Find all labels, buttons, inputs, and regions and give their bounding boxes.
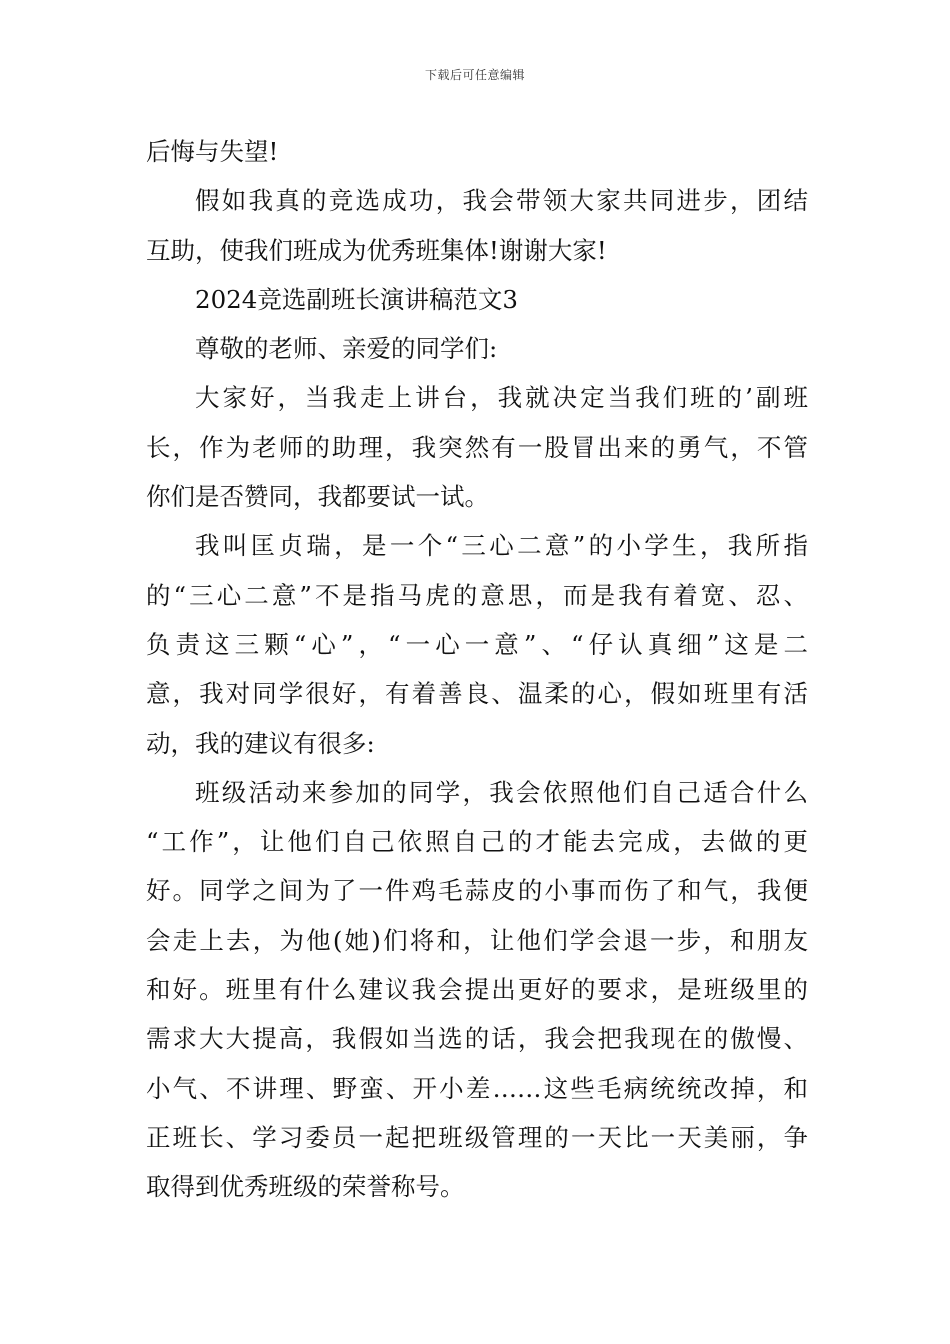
text-line: “工作”，让他们自己依照自己的才能去完成，去做的更 xyxy=(146,827,808,857)
text-line: 正班长、学习委员一起把班级管理的一天比一天美丽，争 xyxy=(146,1122,808,1152)
text-line: 假如我真的竞选成功，我会带领大家共同进步，团结 xyxy=(195,186,808,216)
text-line: 长，作为老师的助理，我突然有一股冒出来的勇气，不管 xyxy=(146,432,808,462)
section-title: 2024竞选副班长演讲稿范文3 xyxy=(195,284,518,314)
text-line: 和好。班里有什么建议我会提出更好的要求，是班级里的 xyxy=(146,975,808,1005)
text-line: 大家好，当我走上讲台，我就决定当我们班的’副班 xyxy=(195,383,808,413)
text-line: 意，我对同学很好，有着善良、温柔的心，假如班里有活 xyxy=(146,679,808,709)
text-line: 取得到优秀班级的荣誉称号。 xyxy=(146,1172,465,1202)
text-line: 动，我的建议有很多: xyxy=(146,728,375,758)
text-line: 会走上去，为他(她)们将和，让他们学会退一步，和朋友 xyxy=(146,925,808,955)
document-body xyxy=(146,127,808,1212)
text-line: 负责这三颗“心”，“一心一意”、“仔认真细”这是二 xyxy=(146,629,808,659)
text-line: 小气、不讲理、野蛮、开小差……这些毛病统统改掉，和 xyxy=(146,1073,808,1103)
text-line: 班级活动来参加的同学，我会依照他们自己适合什么 xyxy=(195,777,808,807)
page-header: 下载后可任意编辑 xyxy=(424,68,525,82)
text-line: 需求大大提高，我假如当选的话，我会把我现在的傲慢、 xyxy=(146,1024,808,1054)
text-line: 互助，使我们班成为优秀班集体!谢谢大家! xyxy=(146,235,607,265)
text-line: 好。同学之间为了一件鸡毛蒜皮的小事而伤了和气，我便 xyxy=(146,876,808,906)
text-line: 我叫匡贞瑞，是一个“三心二意”的小学生，我所指 xyxy=(195,531,808,561)
text-line: 你们是否赞同，我都要试一试。 xyxy=(146,482,489,512)
text-line: 后悔与失望! xyxy=(146,137,279,166)
text-line: 的“三心二意”不是指马虎的意思，而是我有着宽、忍、 xyxy=(146,580,808,610)
salutation: 尊敬的老师、亲爱的同学们: xyxy=(195,334,498,364)
